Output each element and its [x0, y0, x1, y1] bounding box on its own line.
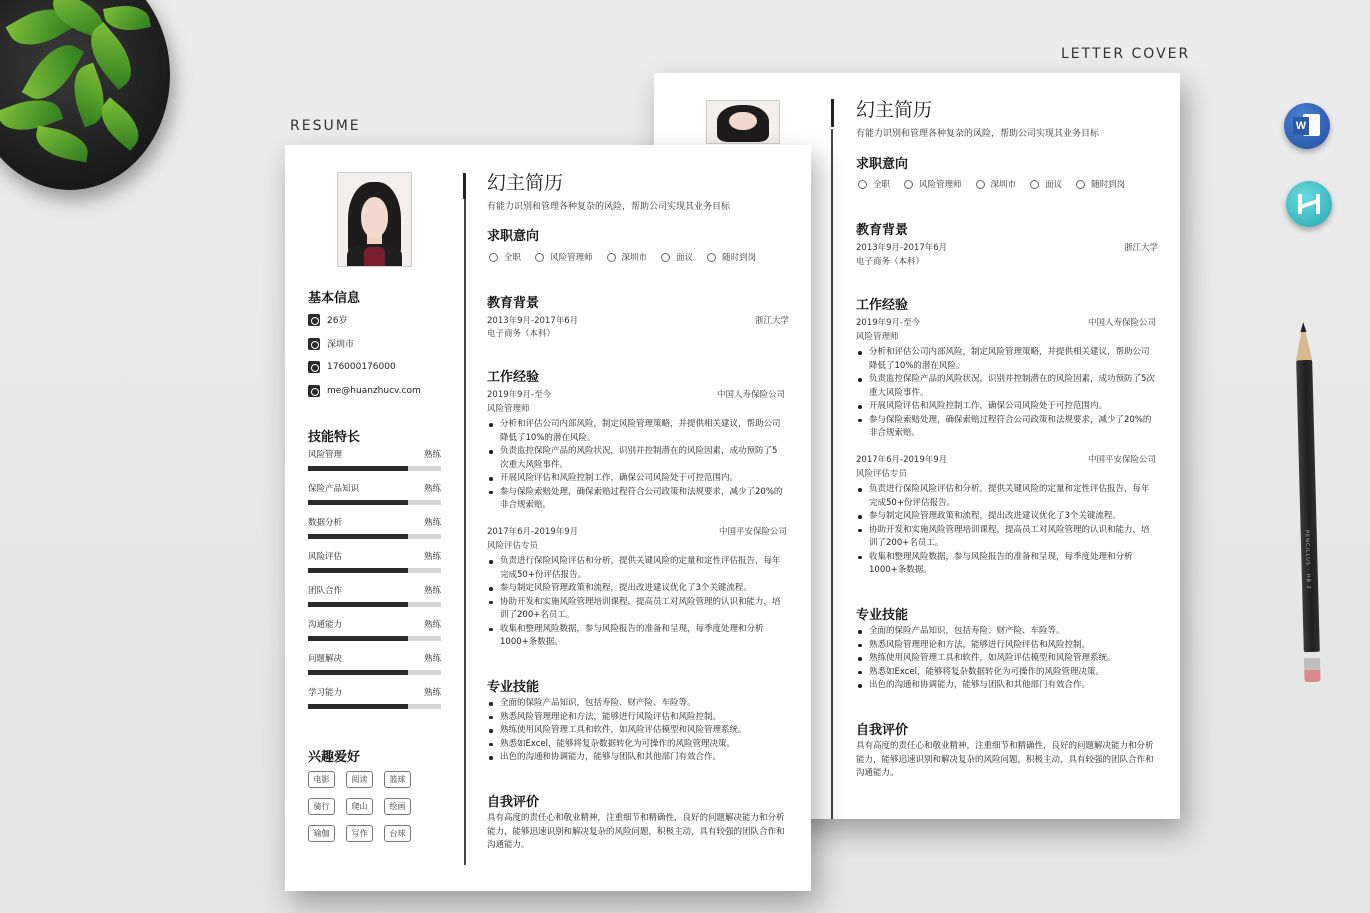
cover-edu-major: 电子商务（本科）: [856, 257, 925, 267]
location-icon: [607, 253, 616, 262]
ability-fill: [308, 704, 408, 709]
info-phone: 176000176000: [308, 361, 396, 373]
ability-item: [308, 652, 441, 675]
info-age: 26岁: [308, 313, 347, 326]
ability-name: 风险评估: [308, 552, 343, 562]
ability-fill: [308, 636, 408, 641]
ability-level: 熟练: [423, 484, 441, 494]
cover-divider: [831, 99, 834, 127]
job2-role: 风险评估专员: [487, 541, 539, 551]
word-app-icon[interactable]: W: [1284, 103, 1330, 149]
ability-fill: [308, 670, 408, 675]
ability-bar: [308, 500, 441, 505]
clock-icon: [707, 253, 716, 262]
mail-icon: [308, 385, 320, 397]
ability-bar: [308, 636, 441, 641]
resume-label: RESUME: [290, 118, 361, 134]
ability-name: 问题解决: [308, 654, 343, 664]
intent-title: 求职意向: [487, 229, 540, 244]
ability-fill: [308, 500, 408, 505]
ability-level: 熟练: [423, 552, 441, 562]
edu-row: 2013年9月-2017年6月 浙江大学: [487, 316, 789, 326]
ability-bar: [308, 704, 441, 709]
money-icon: [1030, 180, 1039, 189]
ability-name: 团队合作: [308, 586, 343, 596]
cover-job1-row: 2019年9月-至今 中国人寿保险公司: [856, 318, 1156, 328]
money-icon: [661, 253, 670, 262]
ability-fill: [308, 466, 408, 471]
resume-page: [285, 145, 811, 891]
cover-slogan: 有能力识别和管理各种复杂的风险，帮助公司实现其业务目标: [856, 129, 1100, 139]
cover-edu-title: 教育背景: [856, 223, 909, 238]
ability-level: 熟练: [423, 620, 441, 630]
skills-title: 专业技能: [487, 680, 540, 695]
self-text: 具有高度的责任心和敬业精神，注重细节和精确性，良好的问题解决能力和分析能力，能够迅速识别和解决复杂的风险问题，积极主动，具有较强的团队合作和沟通能力。: [487, 813, 785, 850]
ability-level: 熟练: [423, 518, 441, 528]
ability-item: [308, 618, 441, 641]
ability-bar: [308, 602, 441, 607]
clock-icon: [1076, 180, 1085, 189]
pencil-text: PENCILLUS · HB 2: [1303, 529, 1312, 590]
cover-job2-list: 负责进行保险风险评估和分析，提供关键风险的定量和定性评估报告，每年完成50+份评估报告。 参与制定风险管理政策和流程，提出改进建议优化了3个关键流程。 协助开发和实施风险管理培训课程，提高员工对风险管理的认识和能力，培训了200+名员工。 收集和整理风险数据，参与风险报告的准备和呈现，每季度处理和分析1000+条数据。: [856, 483, 1156, 578]
hobby-tag: 篮球: [384, 771, 411, 788]
ability-level: 熟练: [423, 654, 441, 664]
resume-name: 幻主简历: [487, 172, 564, 194]
hobby-tag: 骑行: [308, 798, 335, 815]
ability-fill: [308, 568, 408, 573]
ability-level: 熟练: [423, 450, 441, 460]
ability-title: 技能特长: [308, 430, 361, 445]
cover-photo: [706, 100, 780, 144]
info-email: me@huanzhucv.com: [308, 385, 421, 397]
hobby-tag: 爬山: [346, 798, 373, 815]
hobby-tag: 电影: [308, 771, 335, 788]
cover-edu-row: 2013年9月-2017年6月 浙江大学: [856, 243, 1158, 253]
cover-skills-title: 专业技能: [856, 608, 909, 623]
resume-divider: [463, 173, 466, 199]
ability-bar: [308, 568, 441, 573]
ability-item: [308, 686, 441, 709]
location-icon: [976, 180, 985, 189]
self-title: 自我评价: [487, 795, 540, 810]
resume-slogan: 有能力识别和管理各种复杂的风险，帮助公司实现其业务目标: [487, 202, 731, 212]
job1-role: 风险管理师: [487, 404, 530, 414]
hobby-title: 兴趣爱好: [308, 750, 361, 765]
cover-job2-row: 2017年6月-2019年9月 中国平安保险公司: [856, 455, 1156, 465]
cover-self-text: 具有高度的责任心和敬业精神，注重细节和精确性，良好的问题解决能力和分析能力，能够迅速识别和解决复杂的风险问题，积极主动，具有较强的团队合作和沟通能力。: [856, 741, 1154, 778]
list-icon: [489, 253, 498, 262]
cover-job1-role: 风险管理师: [856, 332, 899, 342]
cover-job1-list: 分析和评估公司内部风险，制定风险管理策略，并提供相关建议，帮助公司降低了10%的潜在风险。 负责监控保险产品的风险状况，识别并控制潜在的风险因素，成功预防了5次重大风险事件。 开展风险评估和风险控制工作，确保公司风险处于可控范围内。 参与保险索赔处理，确保索赔过程符合公司政策和法规要求，减少了20%的非合规索赔。: [856, 346, 1156, 441]
resume-timeline: [464, 173, 466, 865]
user-icon: [904, 180, 913, 189]
hobby-tag: 写作: [346, 825, 373, 842]
user-icon: [535, 253, 544, 262]
notes-app-icon[interactable]: [1286, 181, 1332, 227]
cover-timeline: [831, 129, 833, 819]
intent-row: 全职 风险管理师 深圳市 面议 随时到岗: [489, 251, 756, 263]
ability-item: [308, 516, 441, 539]
ability-item: [308, 482, 441, 505]
edu-major: 电子商务（本科）: [487, 329, 556, 339]
ability-bar: [308, 466, 441, 471]
ability-fill: [308, 602, 408, 607]
ability-item: [308, 550, 441, 573]
location-icon: [308, 338, 320, 350]
ability-fill: [308, 534, 408, 539]
ability-name: 沟通能力: [308, 620, 343, 630]
cover-intent-title: 求职意向: [856, 157, 909, 172]
work-title: 工作经验: [487, 370, 540, 385]
edu-title: 教育背景: [487, 296, 540, 311]
ability-item: [308, 584, 441, 607]
ability-name: 保险产品知识: [308, 484, 360, 494]
hobby-tag: 绘画: [384, 798, 411, 815]
ability-item: [308, 448, 441, 471]
cover-skills-list: 全面的保险产品知识，包括寿险、财产险、车险等。 熟悉风险管理理论和方法，能够进行风险评估和风险控制。 熟练使用风险管理工具和软件，如风险评估模型和风险管理系统。 熟悉如Excel，能够将复杂数据转化为可操作的风险管理决策。 出色的沟通和协调能力，能够与团队和其他部门有效合作。: [856, 625, 1156, 693]
cover-intent-row: 全职 风险管理师 深圳市 面议 随时到岗: [858, 178, 1125, 190]
job1-list: 分析和评估公司内部风险，制定风险管理策略，并提供相关建议，帮助公司降低了10%的潜在风险。 负责监控保险产品的风险状况，识别并控制潜在的风险因素，成功预防了5次重大风险事件。 开展风险评估和风险控制工作，确保公司风险处于可控范围内。 参与保险索赔处理，确保索赔过程符合公司政策和法规要求，减少了20%的非合规索赔。: [487, 418, 785, 513]
ability-bar: [308, 670, 441, 675]
cover-self-title: 自我评价: [856, 723, 909, 738]
hobby-tag: 台球: [384, 825, 411, 842]
cover-label: LETTER COVER: [1061, 46, 1191, 62]
hobby-tag: 阅读: [346, 771, 373, 788]
cover-name: 幻主简历: [856, 99, 933, 121]
basic-info-title: 基本信息: [308, 291, 361, 306]
job2-list: 负责进行保险风险评估和分析，提供关键风险的定量和定性评估报告，每年完成50+份评估报告。 参与制定风险管理政策和流程，提出改进建议优化了3个关键流程。 协助开发和实施风险管理培训课程，提高员工对风险管理的认识和能力，培训了200+名员工。 收集和整理风险数据，参与风险报告的准备和呈现，每季度处理和分析1000+条数据。: [487, 555, 787, 650]
ability-level: 熟练: [423, 586, 441, 596]
resume-photo: [337, 172, 412, 267]
pencil: [1296, 360, 1320, 652]
person-icon: [308, 314, 320, 326]
ability-name: 学习能力: [308, 688, 343, 698]
job2-row: 2017年6月-2019年9月 中国平安保险公司: [487, 527, 787, 537]
ability-name: 风险管理: [308, 450, 343, 460]
skills-list: 全面的保险产品知识，包括寿险、财产险、车险等。 熟悉风险管理理论和方法，能够进行风险评估和风险控制。 熟练使用风险管理工具和软件，如风险评估模型和风险管理系统。 熟悉如Excel，能够将复杂数据转化为可操作的风险管理决策。 出色的沟通和协调能力，能够与团队和其他部门有效合作。: [487, 697, 787, 765]
cover-work-title: 工作经验: [856, 298, 909, 313]
info-city: 深圳市: [308, 337, 354, 350]
hobby-tag: 瑜伽: [308, 825, 335, 842]
ability-level: 熟练: [423, 688, 441, 698]
cover-job2-role: 风险评估专员: [856, 469, 908, 479]
phone-icon: [308, 361, 320, 373]
ability-name: 数据分析: [308, 518, 343, 528]
list-icon: [858, 180, 867, 189]
job1-row: 2019年9月-至今 中国人寿保险公司: [487, 390, 785, 400]
ability-bar: [308, 534, 441, 539]
